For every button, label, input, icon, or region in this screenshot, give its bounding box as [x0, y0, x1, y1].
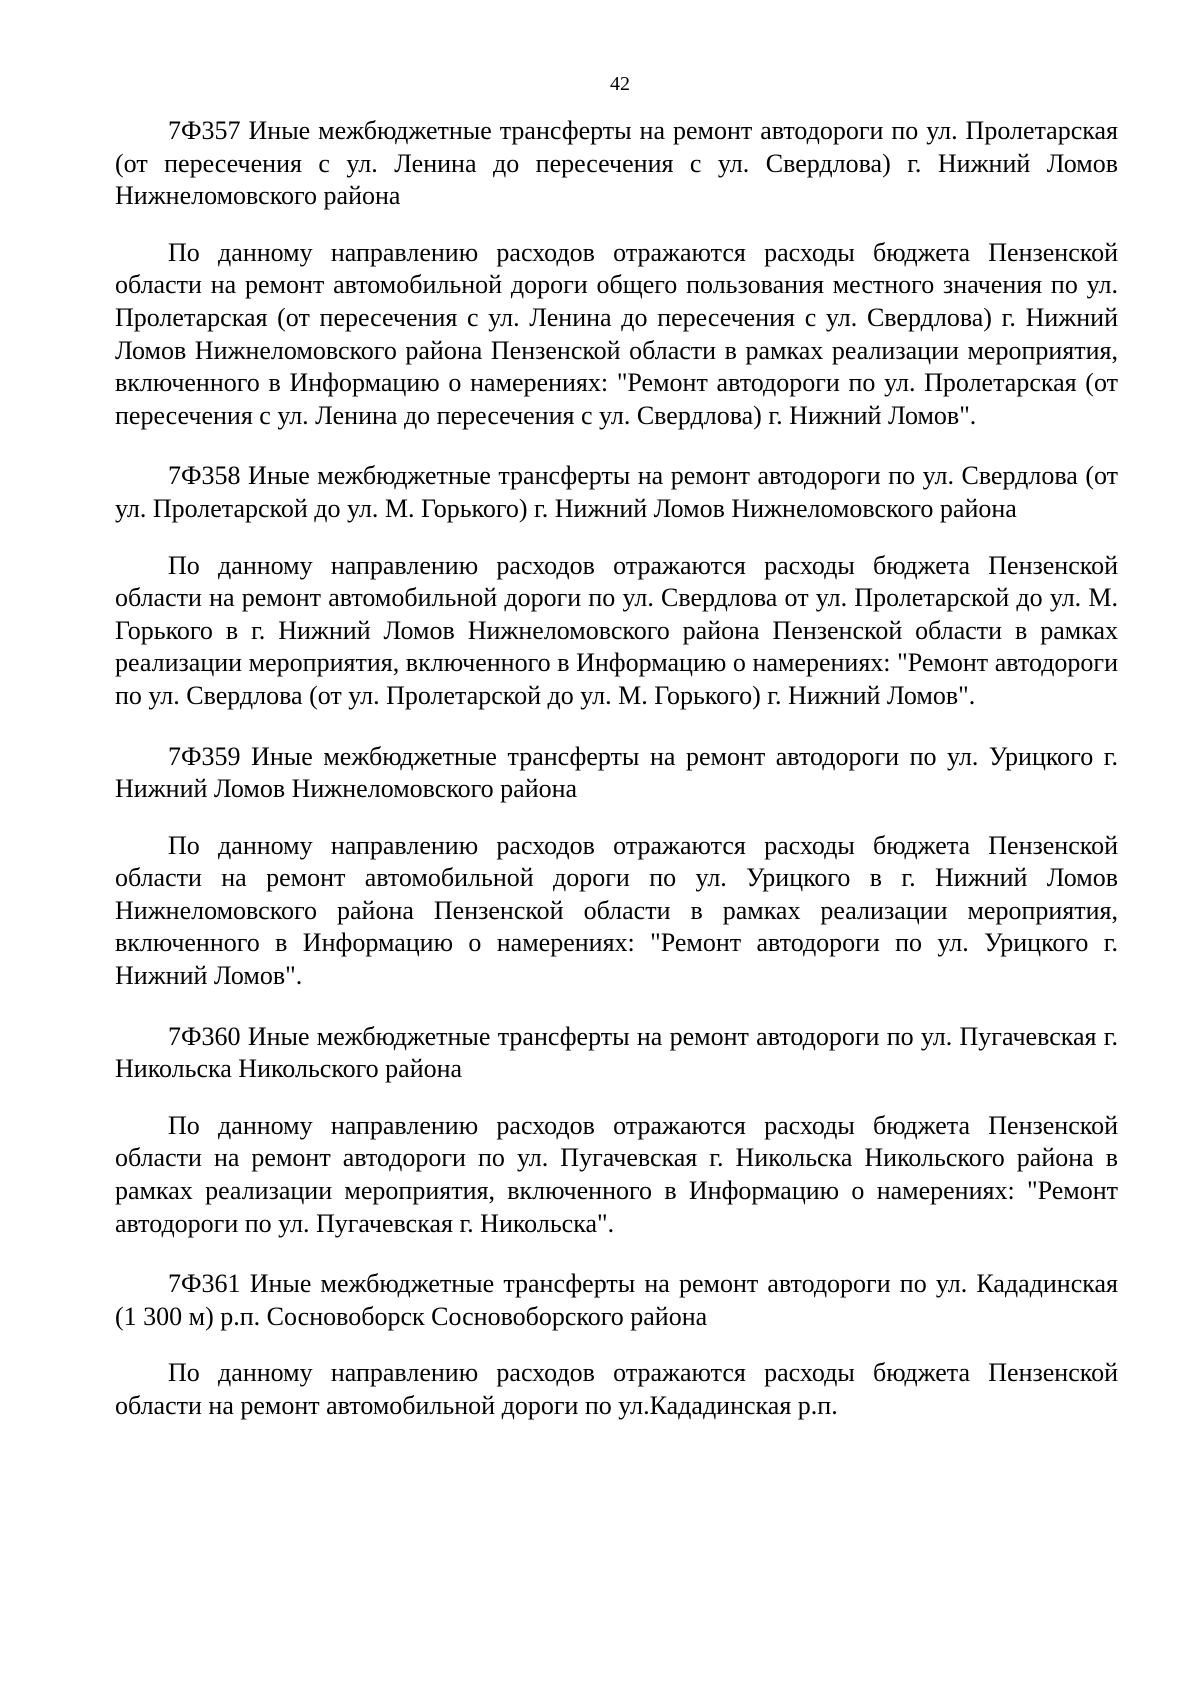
section-heading-7f360: 7Ф360 Иные межбюджетные трансферты на ремонт автодороги по ул. Пугачевская г. Никольска Никольского района [115, 1021, 1118, 1084]
section-body-7f357: По данному направлению расходов отражаются расходы бюджета Пензенской области на ремонт автомобильной дороги общего пользования местного значения по ул. Пролетарская (от пересечения с ул. Ленина до пересечения с ул. Свердлова) г. Нижний Ломов Нижнеломовского района Пензенской области в рамках реализации мероприятия, включенного в Информацию о намерениях: "Ремонт автодороги по ул. Пролетарская (от пересечения с ул. Ленина до пересечения с ул. Свердлова) г. Нижний Ломов". [115, 237, 1118, 430]
section-body-7f361: По данному направлению расходов отражаются расходы бюджета Пензенской области на ремонт автомобильной дороги по ул.Кададинская р.п. [115, 1358, 1118, 1420]
section-heading-7f359: 7Ф359 Иные межбюджетные трансферты на ремонт автодороги по ул. Урицкого г. Нижний Ломов Нижнеломовского района [115, 741, 1118, 804]
section-body-7f359: По данному направлению расходов отражаются расходы бюджета Пензенской области на ремонт автомобильной дороги по ул. Урицкого в г. Нижний Ломов Нижнеломовского района Пензенской области в рамках реализации мероприятия, включенного в Информацию о намерениях: "Ремонт автодороги по ул. Урицкого г. Нижний Ломов". [115, 830, 1118, 991]
section-heading-7f357: 7Ф357 Иные межбюджетные трансферты на ремонт автодороги по ул. Пролетарская (от пересечения с ул. Ленина до пересечения с ул. Свердлова) г. Нижний Ломов Нижнеломовского района [115, 116, 1118, 211]
section-body-7f358: По данному направлению расходов отражаются расходы бюджета Пензенской области на ремонт автомобильной дороги по ул. Свердлова от ул. Пролетарской до ул. М. Горького в г. Нижний Ломов Нижнеломовского района Пензенской области в рамках реализации мероприятия, включенного в Информацию о намерениях: "Ремонт автодороги по ул. Свердлова (от ул. Пролетарской до ул. М. Горького) г. Нижний Ломов". [115, 550, 1118, 710]
section-heading-7f358: 7Ф358 Иные межбюджетные трансферты на ремонт автодороги по ул. Свердлова (от ул. Пролетарской до ул. М. Горького) г. Нижний Ломов Нижнеломовского района [115, 461, 1118, 523]
section-heading-7f361: 7Ф361 Иные межбюджетные трансферты на ремонт автодороги по ул. Кададинская (1 300 м) р.п. Сосновоборск Сосновоборского района [115, 1269, 1118, 1331]
page-number: 42 [610, 73, 630, 95]
document-body [115, 115, 1118, 1451]
section-body-7f360: По данному направлению расходов отражаются расходы бюджета Пензенской области на ремонт автодороги по ул. Пугачевская г. Никольска Никольского района в рамках реализации мероприятия, включенного в Информацию о намерениях: "Ремонт автодороги по ул. Пугачевская г. Никольска". [115, 1110, 1118, 1238]
